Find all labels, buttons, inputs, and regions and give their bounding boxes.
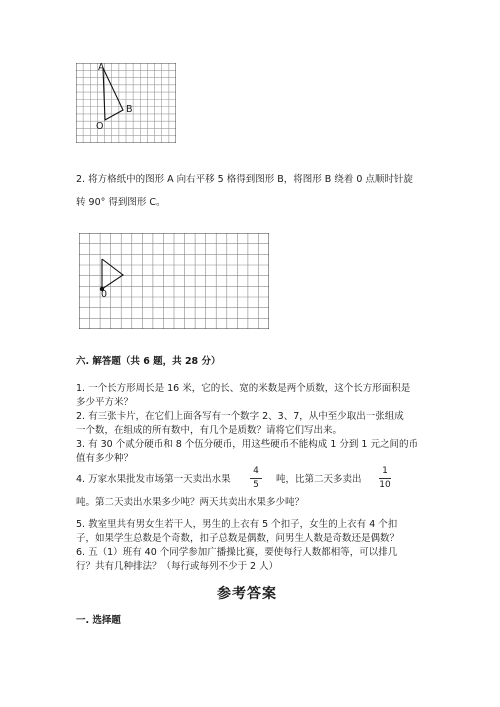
problem2-line1: 2. 将方格纸中的图形 A 向右平移 5 格得到图形 B，将图形 B 绕着 0 点顺时针旋 — [76, 174, 413, 185]
q3-line1: 3. 有 30 个贰分硬币和 8 个伍分硬币，用这些硬币不能构成 1 分到 1 元之间的币 — [76, 439, 418, 450]
q6-line2: 行？共有几种排法？（每行或每列不少于 2 人） — [76, 561, 279, 572]
figure1-triangle — [103, 68, 123, 120]
q2-line2: 一个数，在组成的所有数中，有几个是质数？请将它们写出来。 — [76, 425, 343, 436]
q4-part1: 4. 万家水果批发市场第一天卖出水果 — [76, 474, 231, 485]
q2-line1: 2. 有三张卡片，在它们上面各写有一个数字 2、3、7，从中至少取出一张组成 — [76, 411, 404, 422]
figure1-label-b: B — [126, 104, 133, 115]
q4-fraction-2 — [377, 466, 393, 491]
q5-line2: 子，如果学生总数是个奇数，扣子总数是偶数，问男生人数是奇数还是偶数？ — [76, 533, 400, 544]
figure1-label-o: O — [96, 121, 104, 132]
problem2-line2: 转 90° 得到图形 C。 — [76, 197, 166, 208]
q4-fraction-1-numerator: 4 — [253, 466, 259, 476]
q4-fraction-1-denominator: 5 — [253, 480, 259, 490]
figure1-label-a: A — [98, 62, 105, 73]
answers-section1: 一. 选择题 — [76, 615, 121, 626]
q4-fraction-1 — [248, 466, 264, 491]
q4-fraction-2-numerator: 1 — [382, 466, 388, 476]
section6-title: 六. 解答题（共 6 题，共 28 分） — [76, 356, 221, 367]
q4-fraction-2-denominator: 10 — [379, 480, 391, 490]
figure2-label-o: 0 — [101, 289, 108, 300]
q3-line2: 值有多少种？ — [76, 453, 134, 464]
q4-line2: 吨。第二天卖出水果多少吨？两天共卖出水果多少吨？ — [76, 497, 305, 508]
answers-title: 参考答案 — [217, 586, 277, 602]
figure2-shape — [102, 259, 123, 289]
q1-line1: 1. 一个长方形周长是 16 米，它的长、宽的米数是两个质数，这个长方形面积是 — [76, 383, 411, 394]
figure2-grid — [79, 233, 269, 329]
q4-part2: 吨，比第二天多卖出 — [276, 474, 362, 485]
q1-line2: 多少平方米？ — [76, 397, 134, 408]
q6-line1: 6. 五（1）班有 40 个同学参加广播操比赛，要使每行人数都相等，可以排几 — [76, 547, 398, 558]
q5-line1: 5. 教室里共有男女生若干人，男生的上衣有 5 个扣子，女生的上衣有 4 个扣 — [76, 519, 398, 530]
